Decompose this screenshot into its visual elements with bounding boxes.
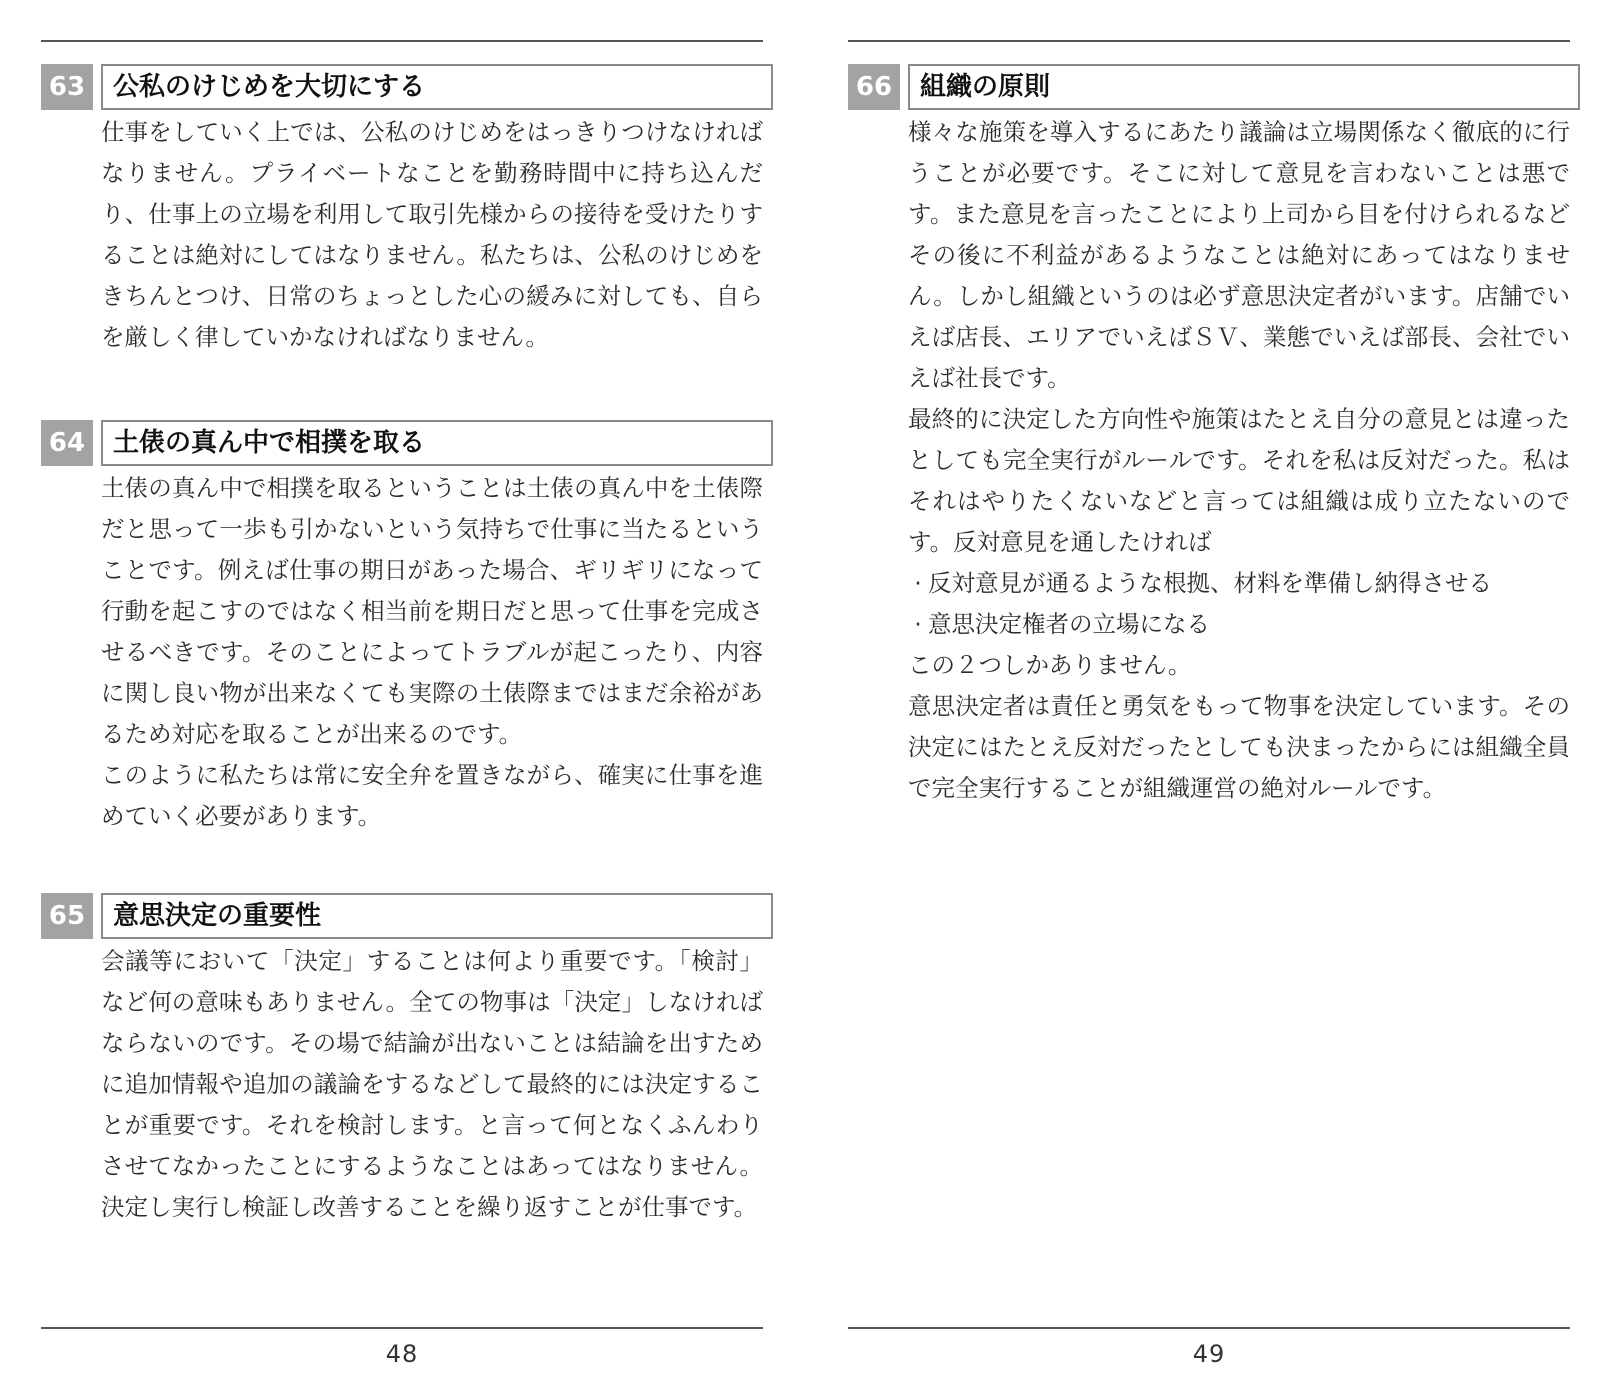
top-rule (41, 40, 763, 42)
bullet-dot-icon: · (914, 610, 922, 638)
left-page (41, 0, 763, 1400)
bottom-rule (41, 1327, 763, 1329)
paragraph: 会議等において「決定」することは何より重要です。「検討」など何の意味もありません。全ての物事は「決定」しなければならないのです。その場で結論が出ないことは結論を出すために追加情報や追加の議論をするなどして最終的には決定することが重要です。それを検討します。と言って何となくふんわりさせてなかったことにするようなことはあってはなりません。決定し実行し検証し改善することを繰り返すことが仕事です。 (101, 947, 763, 1221)
section-65 (41, 893, 763, 1228)
paragraph: 仕事をしていく上では、公私のけじめをはっきりつけなければなりません。プライベートなことを勤務時間中に持ち込んだり、仕事上の立場を利用して取引先様からの接待を受けたりすることは絶対にしてはなりません。私たちは、公私のけじめをきちんとつけ、日常のちょっとした心の緩みに対しても、自らを厳しく律していかなければなりません。 (101, 118, 763, 351)
top-rule (848, 40, 1570, 42)
paragraph: 最終的に決定した方向性や施策はたとえ自分の意見とは違ったとしても完全実行がルールです。それを私は反対だった。私はそれはやりたくないなどと言っては組織は成り立たないのです。反対意見を通したければ (908, 405, 1570, 556)
page-number: 49 (1192, 1340, 1226, 1368)
section-number: 65 (41, 893, 93, 939)
bullet-item (908, 563, 1570, 604)
section-body (101, 468, 763, 837)
section-header (41, 893, 763, 939)
section-number: 63 (41, 64, 93, 110)
section-body (101, 112, 763, 358)
paragraph: 土俵の真ん中で相撲を取るということは土俵の真ん中を土俵際だと思って一歩も引かないという気持ちで仕事に当たるということです。例えば仕事の期日があった場合、ギリギリになって行動を起こすのではなく相当前を期日だと思って仕事を完成させるべきです。そのことによってトラブルが起こったり、内容に関し良い物が出来なくても実際の土俵際まではまだ余裕があるため対応を取ることが出来るのです。 (101, 474, 763, 748)
section-66 (848, 64, 1570, 809)
bullet-text: 意思決定権者の立場になる (928, 610, 1210, 638)
bullet-dot-icon: · (914, 569, 922, 597)
bottom-rule (848, 1327, 1570, 1329)
bullet-item (908, 604, 1570, 645)
paragraph: 様々な施策を導入するにあたり議論は立場関係なく徹底的に行うことが必要です。そこに対して意見を言わないことは悪です。また意見を言ったことにより上司から目を付けられるなどその後に不利益があるようなことは絶対にあってはなりません。しかし組織というのは必ず意思決定者がいます。店舗でいえば店長、エリアでいえばＳＶ、業態でいえば部長、会社でいえば社長です。 (908, 118, 1570, 392)
paragraph: この２つしかありません。 (908, 651, 1192, 679)
right-page (848, 0, 1570, 1400)
section-title: 土俵の真ん中で相撲を取る (101, 420, 773, 466)
section-number: 64 (41, 420, 93, 466)
page-number: 48 (385, 1340, 419, 1368)
paragraph: このように私たちは常に安全弁を置きながら、確実に仕事を進めていく必要があります。 (101, 761, 763, 830)
section-title: 組織の原則 (908, 64, 1580, 110)
paragraph: 意思決定者は責任と勇気をもって物事を決定しています。その決定にはたとえ反対だったとしても決まったからには組織全員で完全実行することが組織運営の絶対ルールです。 (908, 692, 1570, 802)
section-body (908, 112, 1570, 809)
section-header (848, 64, 1570, 110)
section-title: 公私のけじめを大切にする (101, 64, 773, 110)
bullet-text: 反対意見が通るような根拠、材料を準備し納得させる (928, 569, 1492, 597)
section-header (41, 64, 763, 110)
section-64 (41, 420, 763, 837)
section-title: 意思決定の重要性 (101, 893, 773, 939)
section-body (101, 941, 763, 1228)
section-number: 66 (848, 64, 900, 110)
section-header (41, 420, 763, 466)
section-63 (41, 64, 763, 358)
